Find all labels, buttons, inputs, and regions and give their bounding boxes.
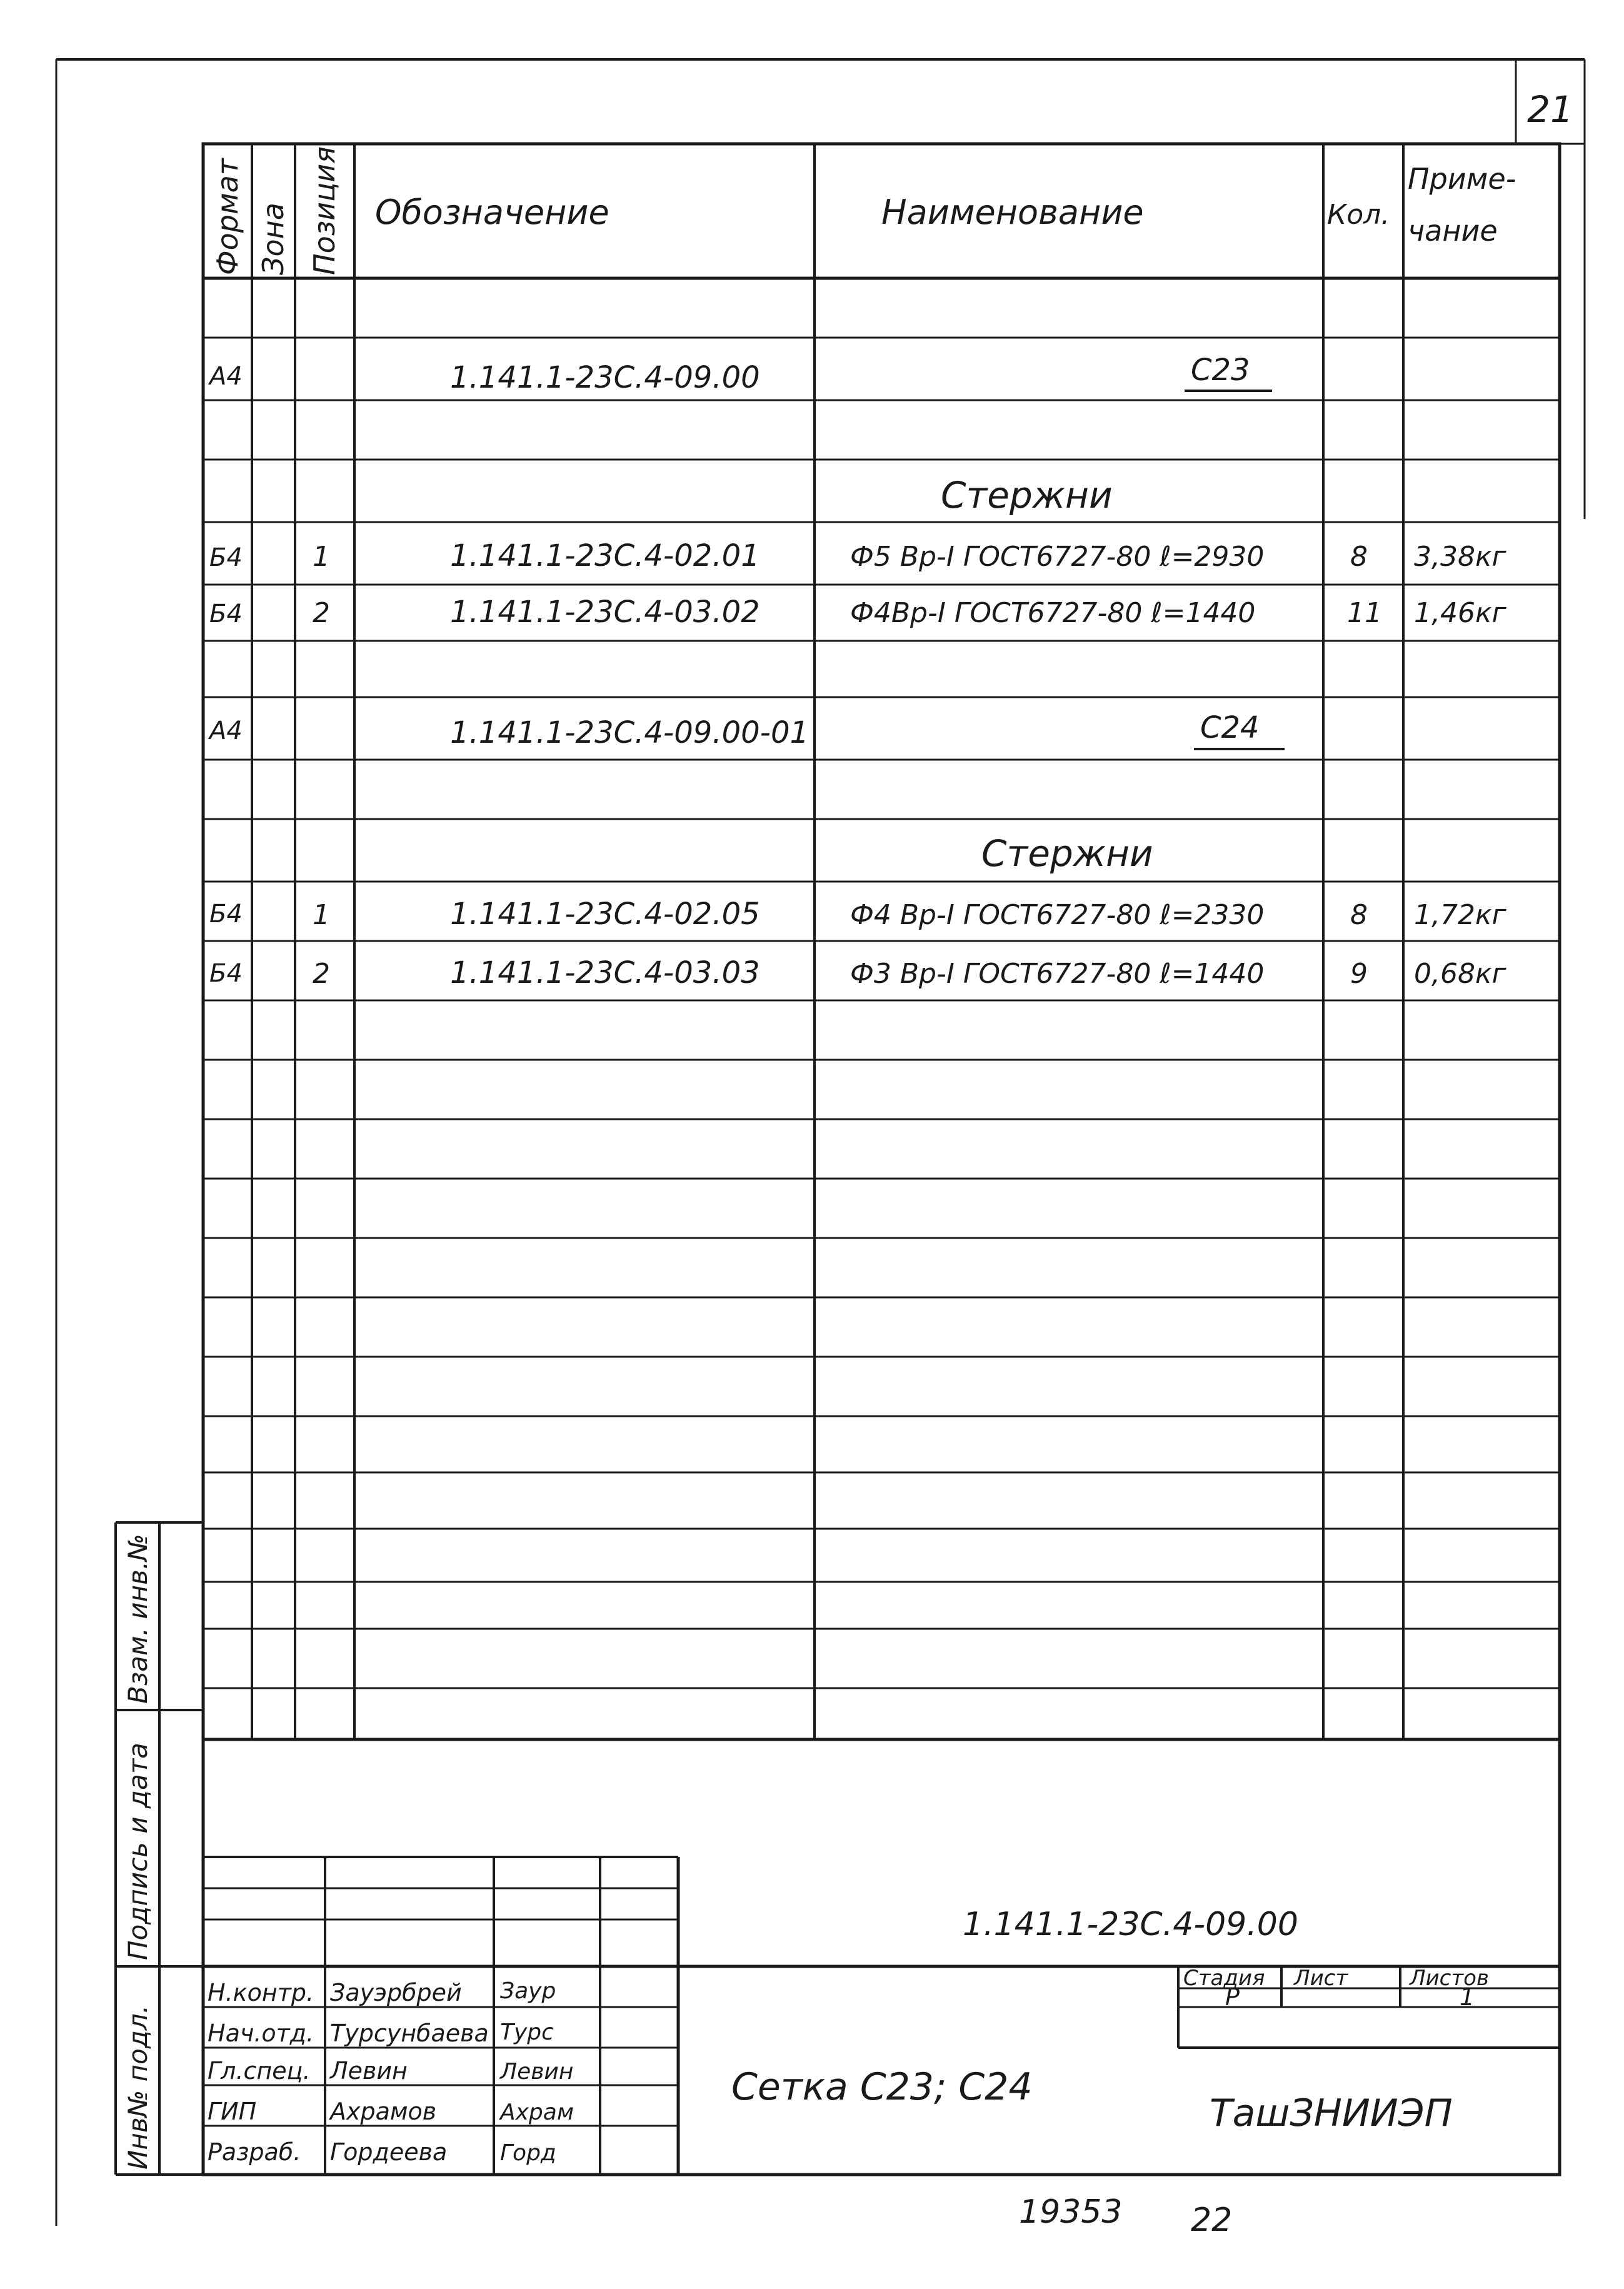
row-designation: 1.141.1-23С.4-09.00-01 xyxy=(450,715,809,750)
row-note: 3,38кг xyxy=(1414,541,1506,573)
row-designation: 1.141.1-23С.4-02.05 xyxy=(450,897,760,932)
role-gl-spec: Гл.спец. xyxy=(208,2057,311,2085)
row-format: Б4 xyxy=(209,543,243,572)
row-format: Б4 xyxy=(209,900,243,928)
table-row xyxy=(981,832,1153,875)
signature-4: Ахрам xyxy=(500,2100,574,2125)
row-format: Б4 xyxy=(209,959,243,988)
table-row xyxy=(941,474,1113,516)
row-name: Ф3 Вр-I ГОСТ6727-80 ℓ=1440 xyxy=(850,958,1265,990)
organization: ТашЗНИИЭП xyxy=(1210,2091,1453,2135)
header-name: Наименование xyxy=(881,193,1144,232)
header-format: Формат xyxy=(211,158,244,275)
doc-code: 1.141.1-23С.4-09.00 xyxy=(963,1906,1298,1943)
doc-title: Сетка С23; С24 xyxy=(731,2065,1033,2109)
row-qty: 9 xyxy=(1350,958,1368,990)
header-designation: Обозначение xyxy=(375,193,609,232)
row-format: Б4 xyxy=(209,600,243,628)
row-format: А4 xyxy=(209,362,243,391)
row-designation: 1.141.1-23С.4-03.03 xyxy=(450,955,760,990)
name-5: Гордеева xyxy=(330,2138,448,2166)
row-format: А4 xyxy=(209,717,243,745)
name-3: Левин xyxy=(330,2057,408,2085)
row-name: С23 xyxy=(1191,353,1250,388)
row-designation: 1.141.1-23С.4-09.00 xyxy=(450,360,760,395)
row-note: 1,72кг xyxy=(1414,899,1506,931)
header-note-line1: Приме- xyxy=(1408,162,1516,196)
signature-1: Заур xyxy=(500,1978,556,2004)
name-4: Аxрамов xyxy=(330,2098,437,2125)
name-1: Зауэрбрей xyxy=(330,1979,462,2006)
row-position: 1 xyxy=(313,899,330,931)
header-note-line2: чание xyxy=(1408,214,1498,248)
sheet-label: Лист xyxy=(1294,1966,1348,1991)
row-name: Ф4 Вр-I ГОСТ6727-80 ℓ=2330 xyxy=(850,899,1265,931)
row-position: 1 xyxy=(313,541,330,573)
role-n-kontr: Н.контр. xyxy=(208,1979,314,2006)
signature-5: Горд xyxy=(500,2140,556,2166)
role-gip: ГИП xyxy=(208,2098,257,2125)
name-2: Турсунбаева xyxy=(330,2020,489,2047)
row-qty: 11 xyxy=(1347,597,1382,629)
row-note: 0,68кг xyxy=(1414,958,1506,990)
header-qty: Кол. xyxy=(1327,199,1390,231)
signature-2: Турс xyxy=(500,2020,554,2045)
row-note: 1,46кг xyxy=(1414,597,1506,629)
row-section-title: Стержни xyxy=(941,474,1113,516)
row-section-title: Стержни xyxy=(981,832,1153,875)
row-name: Ф4Вр-I ГОСТ6727-80 ℓ=1440 xyxy=(850,597,1256,629)
row-qty: 8 xyxy=(1350,899,1368,931)
stamp-vzam-inv: Взам. инв.№ xyxy=(123,1534,153,1704)
sheets-label: Листов xyxy=(1410,1966,1490,1991)
row-qty: 8 xyxy=(1350,541,1368,573)
row-name: Ф5 Вр-I ГОСТ6727-80 ℓ=2930 xyxy=(850,541,1265,573)
sheets-value: 1 xyxy=(1460,1983,1475,2011)
header-zone: Зона xyxy=(256,203,290,275)
stage-label: Стадия xyxy=(1183,1966,1265,1991)
header-position: Позиция xyxy=(308,146,341,275)
signature-3: Левин xyxy=(500,2059,574,2085)
sheet-number: 21 xyxy=(1527,88,1573,131)
archive-number: 19353 xyxy=(1019,2193,1123,2231)
row-position: 2 xyxy=(313,958,330,990)
row-designation: 1.141.1-23С.4-03.02 xyxy=(450,595,760,630)
row-position: 2 xyxy=(313,597,330,629)
stage-value: Р xyxy=(1225,1983,1240,2011)
page-number: 22 xyxy=(1191,2201,1233,2239)
row-name: С24 xyxy=(1200,710,1260,745)
stamp-inv-podl: Инв№ подл. xyxy=(123,2005,153,2170)
stamp-podpis-data: Подпись и дата xyxy=(123,1743,153,1960)
role-razrab: Разраб. xyxy=(208,2138,301,2166)
role-nach-otd: Нач.отд. xyxy=(208,2020,314,2047)
row-designation: 1.141.1-23С.4-02.01 xyxy=(450,538,760,573)
